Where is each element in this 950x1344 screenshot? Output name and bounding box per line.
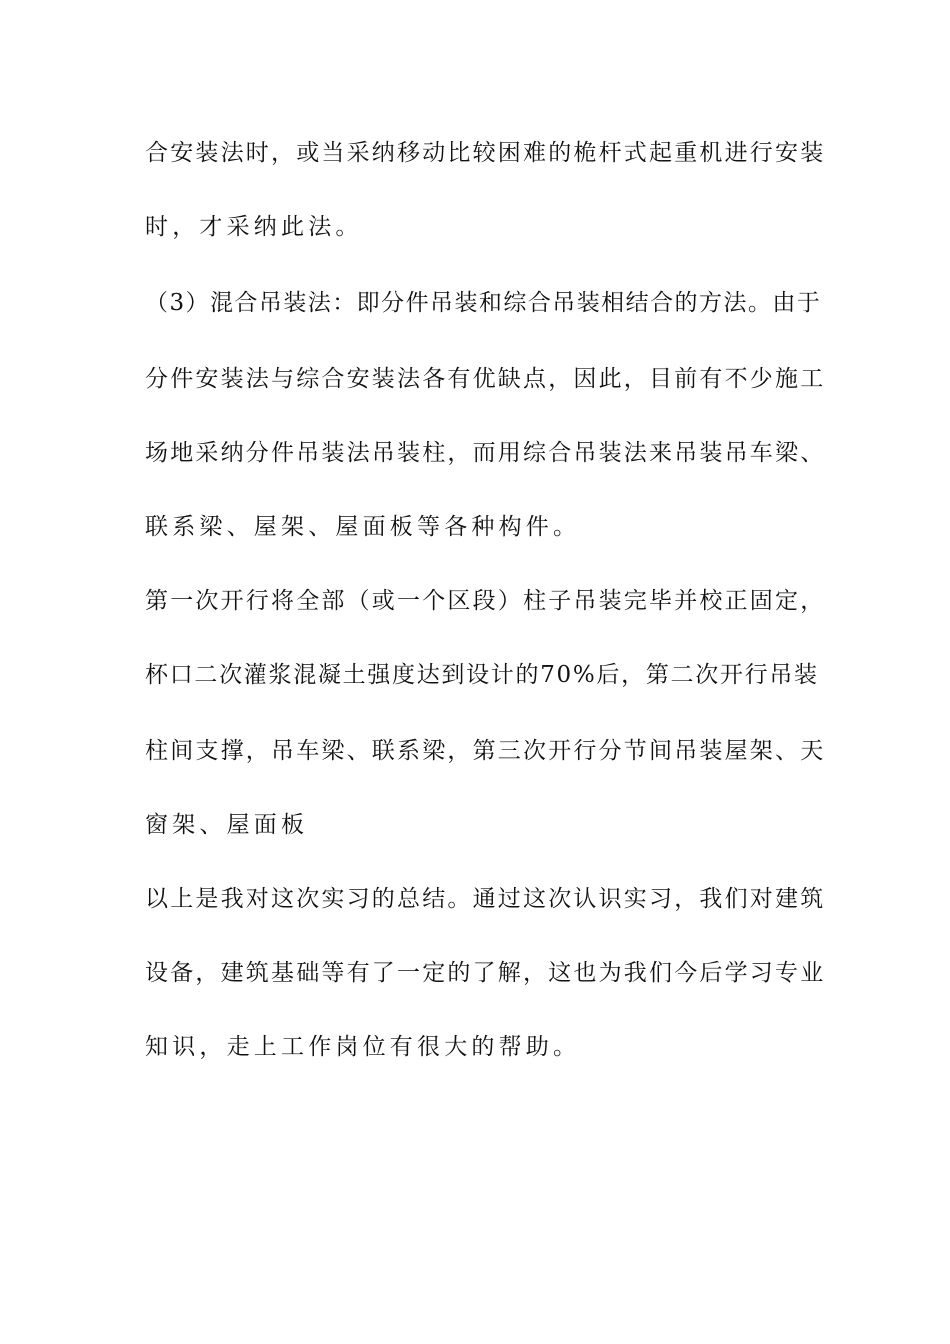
text-line: 时，才采纳此法。: [145, 214, 363, 240]
text-line: 知识，走上工作岗位有很大的帮助。: [145, 1034, 581, 1060]
text-line: 场地采纳分件吊装法吊装柱，而用综合吊装法来吊装吊车梁、: [145, 440, 826, 466]
text-line: 杯口二次灌浆混凝土强度达到设计的70%后，第二次开行吊装: [145, 662, 819, 688]
text-line: 联系梁、屋架、屋面板等各种构件。: [145, 514, 581, 540]
text-line: 合安装法时，或当采纳移动比较困难的桅杆式起重机进行安装: [145, 140, 826, 166]
text-line: 分件安装法与综合安装法各有优缺点，因此，目前有不少施工: [145, 366, 826, 392]
text-line: 柱间支撑，吊车梁、联系梁，第三次开行分节间吊装屋架、天: [145, 738, 826, 764]
text-line: 窗架、屋面板: [145, 812, 309, 838]
text-line: 第一次开行将全部（或一个区段）柱子吊装完毕并校正固定，: [145, 588, 826, 614]
text-line: 以上是我对这次实习的总结。通过这次认识实习，我们对建筑: [145, 886, 826, 912]
text-line: 设备，建筑基础等有了一定的了解，这也为我们今后学习专业: [145, 960, 826, 986]
text-line: （3）混合吊装法：即分件吊装和综合吊装相结合的方法。由于: [145, 290, 822, 316]
